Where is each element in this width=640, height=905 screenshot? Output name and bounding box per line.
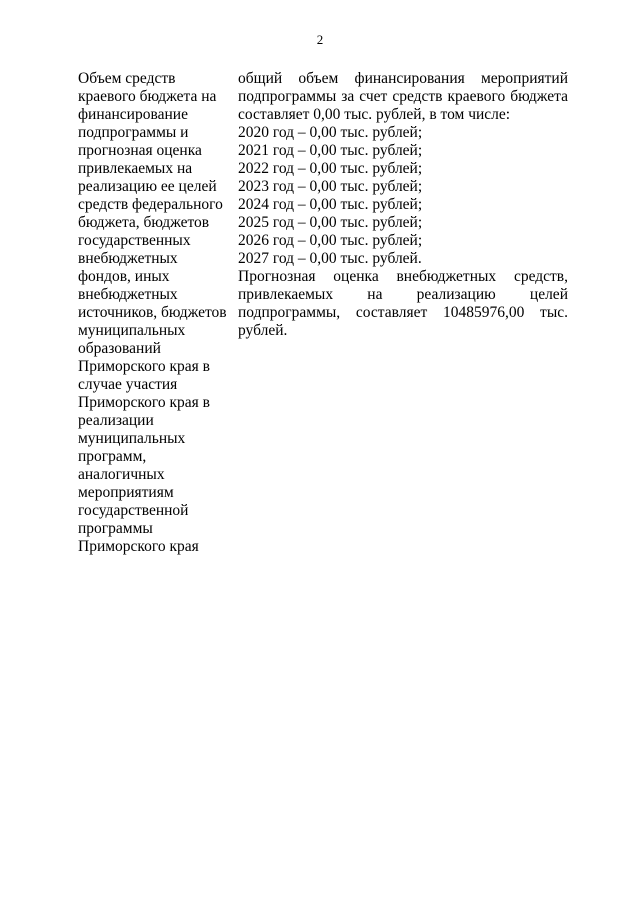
row-label-line: краевого бюджета на — [78, 88, 217, 105]
funding-description-column — [238, 70, 568, 340]
funding-intro-line: составляет 0,00 тыс. рублей, в том числе: — [238, 106, 511, 123]
year-funding-line: 2026 год – 0,00 тыс. рублей; — [238, 232, 423, 249]
row-label-line: мероприятиям — [78, 484, 174, 501]
row-label-line: внебюджетных — [78, 250, 178, 267]
row-label-line: реализацию ее целей — [78, 178, 217, 195]
row-label-line: программ, — [78, 448, 147, 465]
funding-intro-line: общий объем финансирования мероприятий — [238, 70, 568, 87]
row-label-line: привлекаемых на — [78, 160, 193, 177]
year-funding-line: 2022 год – 0,00 тыс. рублей; — [238, 160, 423, 177]
forecast-line: рублей. — [238, 322, 288, 339]
row-label-line: аналогичных — [78, 466, 165, 483]
year-funding-line: 2024 год – 0,00 тыс. рублей; — [238, 196, 423, 213]
row-label-line: внебюджетных — [78, 286, 178, 303]
year-funding-line: 2025 год – 0,00 тыс. рублей; — [238, 214, 423, 231]
page-number: 2 — [316, 32, 324, 47]
row-label-line: муниципальных — [78, 322, 186, 339]
row-label-line: бюджета, бюджетов — [78, 214, 210, 231]
row-label-line: образований — [78, 340, 161, 357]
year-funding-line: 2020 год – 0,00 тыс. рублей; — [238, 124, 423, 141]
row-label-line: финансирование — [78, 106, 188, 123]
row-label-line: государственных — [78, 232, 191, 249]
funding-intro-line: подпрограммы за счет средств краевого бюджета — [238, 88, 568, 105]
row-label-line: Приморского края в — [78, 394, 210, 411]
row-label-line: государственной — [78, 502, 189, 519]
row-label-line: реализации — [78, 412, 154, 429]
row-label-line: Приморского края — [78, 538, 199, 555]
row-label-line: фондов, иных — [78, 268, 170, 285]
row-label-column — [78, 70, 238, 556]
row-label-line: программы — [78, 520, 153, 537]
row-label-line: средств федерального — [78, 196, 223, 213]
row-label-line: случае участия — [78, 376, 178, 393]
row-label-line: Объем средств — [78, 70, 176, 87]
row-label-line: подпрограммы и — [78, 124, 189, 141]
year-funding-line: 2021 год – 0,00 тыс. рублей; — [238, 142, 423, 159]
row-label-line: Приморского края в — [78, 358, 210, 375]
row-label-line: муниципальных — [78, 430, 186, 447]
year-funding-line: 2023 год – 0,00 тыс. рублей; — [238, 178, 423, 195]
row-label-line: источников, бюджетов — [78, 304, 227, 321]
forecast-line: Прогнозная оценка внебюджетных средств, — [238, 268, 568, 285]
row-label-line: прогнозная оценка — [78, 142, 202, 159]
year-funding-line: 2027 год – 0,00 тыс. рублей. — [238, 250, 422, 267]
forecast-line: подпрограммы, составляет 10485976,00 тыс. — [238, 304, 568, 321]
forecast-line: привлекаемых на реализацию целей — [238, 286, 568, 303]
